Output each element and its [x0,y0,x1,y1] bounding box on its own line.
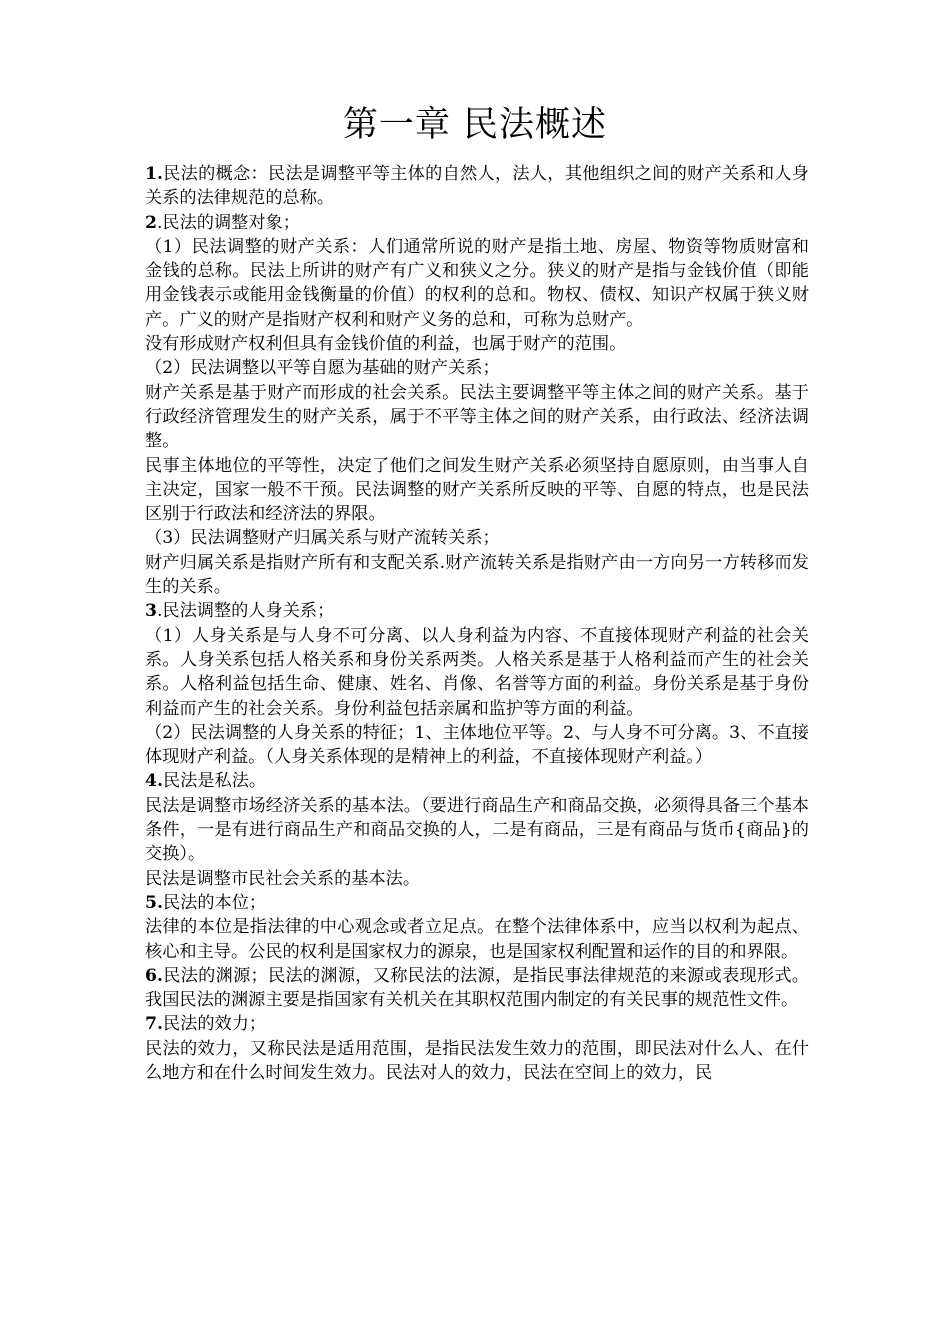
section-number: 2 [145,212,157,233]
paragraph-text: 法律的本位是指法律的中心观念或者立足点。在整个法律体系中，应当以权利为起点、核心和主导。公民的权利是国家权力的源泉，也是国家权利配置和运作的目的和界限。 [145,917,809,962]
paragraph-text: （2）民法调整的人身关系的特征；1、主体地位平等。2、与人身不可分离。3、不直接体现财产利益。（人身关系体现的是精神上的利益，不直接体现财产利益。） [145,722,809,768]
paragraph [145,526,809,550]
paragraph-text: （1）人身关系是与人身不可分离、以人身利益为内容、不直接体现财产利益的社会关系。人身关系包括人格关系和身份关系两类。人格关系是基于人格利益而产生的社会关系。人格利益包括生命、健康、姓名、肖像、名誉等方面的利益。身份关系是基于身份利益而产生的社会关系。身份利益包括亲属和监护等方面的利益。 [145,625,809,719]
paragraph [145,624,809,721]
paragraph [145,867,809,891]
paragraph-text: 没有形成财产权利但具有金钱价值的利益，也属于财产的范围。 [145,334,627,355]
paragraph [145,1037,809,1086]
paragraph-text: 民法的效力，又称民法是适用范围，是指民法发生效力的范围，即民法对什么人、在什么地方和在什么时间发生效力。民法对人的效力，民法在空间上的效力，民 [145,1038,809,1083]
paragraph [145,162,809,211]
paragraph-text: 民法的效力； [162,1014,267,1035]
paragraph [145,769,809,793]
paragraph [145,964,809,1013]
section-number: 1. [145,164,163,184]
paragraph [145,332,809,356]
paragraph [145,235,809,332]
paragraph [145,551,809,600]
section-number: 7. [145,1014,163,1035]
document-body [145,162,809,1085]
paragraph [145,794,809,867]
paragraph-text: 民法是调整市民社会关系的基本法。 [145,868,421,889]
paragraph [145,1012,809,1036]
paragraph [145,381,809,454]
paragraph [145,891,809,915]
paragraph-text: .民法的调整对象； [156,212,300,233]
paragraph-text: 民事主体地位的平等性，决定了他们之间发生财产关系必须坚持自愿原则，由当事人自主决定，国家一般不干预。民法调整的财产关系所反映的平等、自愿的特点，也是民法区别于行政法和经济法的界限。 [145,455,809,525]
paragraph-text: 财产归属关系是指财产所有和支配关系.财产流转关系是指财产由一方向另一方转移而发生的关系。 [145,552,809,598]
paragraph-text: （2）民法调整以平等自愿为基础的财产关系； [145,358,500,379]
paragraph-text: 民法是调整市场经济关系的基本法。（要进行商品生产和商品交换，必须得具备三个基本条件，一是有进行商品生产和商品交换的人，二是有商品，三是有商品与货币{商品}的交换）。 [145,795,809,865]
chapter-title: 第一章 民法概述 [342,105,608,145]
paragraph-text: 民法的概念：民法是调整平等主体的自然人，法人，其他组织之间的财产关系和人身关系的法律规范的总称。 [145,164,809,209]
paragraph [145,454,809,527]
paragraph-text: （1）民法调整的财产关系：人们通常所说的财产是指土地、房屋、物资等物质财富和金钱的总称。民法上所讲的财产有广义和狭义之分。狭义的财产是指与金钱价值（即能用金钱表示或能用金钱衡量的价值）的权利的总和。物权、债权、知识产权属于狭义财产。广义的财产是指财产权利和财产义务的总和，可称为总财产。 [145,236,809,330]
paragraph [145,211,809,235]
paragraph [145,599,809,623]
paragraph [145,356,809,380]
section-number: 3 [145,601,157,622]
paragraph-text: 民法的渊源；民法的渊源，又称民法的法源，是指民事法律规范的来源或表现形式。我国民法的渊源主要是指国家有关机关在其职权范围内制定的有关民事的规范性文件。 [145,965,809,1011]
section-number: 4. [145,771,163,792]
paragraph [145,915,809,964]
paragraph-text: 民法是私法。 [162,771,267,792]
paragraph-text: .民法调整的人身关系； [156,601,335,622]
paragraph-text: 财产关系是基于财产而形成的社会关系。民法主要调整平等主体之间的财产关系。基于行政经济管理发生的财产关系，属于不平等主体之间的财产关系，由行政法、经济法调整。 [145,382,809,452]
section-number: 6. [145,965,163,986]
paragraph [145,721,809,770]
section-number: 5. [145,892,163,913]
paragraph-text: （3）民法调整财产归属关系与财产流转关系； [145,528,500,549]
paragraph-text: 民法的本位； [162,892,267,913]
